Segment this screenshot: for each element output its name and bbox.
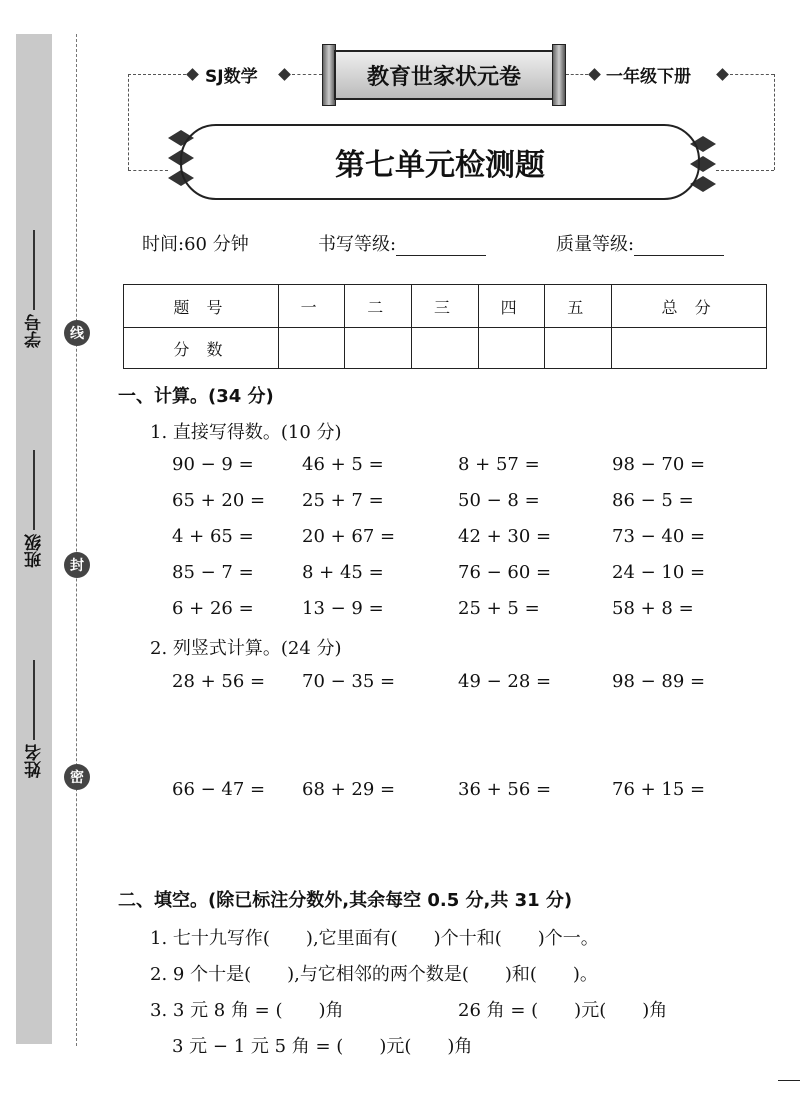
arithmetic-problem: 65 + 20 =: [172, 490, 266, 511]
part2-title: 2. 列竖式计算。(24 分): [150, 638, 342, 659]
grade-tag: 一年级下册: [606, 67, 691, 87]
cut-line: [76, 34, 77, 1046]
arithmetic-problem: 98 − 70 =: [612, 454, 706, 475]
writing-grade-label: 书写等级:: [318, 234, 397, 255]
arithmetic-problem: 98 − 89 =: [612, 671, 706, 692]
arithmetic-problem: 13 − 9 =: [302, 598, 384, 619]
arithmetic-problem: 42 + 30 =: [458, 526, 552, 547]
name-field[interactable]: [18, 660, 50, 778]
arithmetic-problem: 49 − 28 =: [458, 671, 552, 692]
page-title: 第七单元检测题: [180, 124, 700, 200]
seal-seal: 封: [64, 552, 90, 578]
score-cell[interactable]: [612, 328, 767, 369]
arithmetic-problem: 46 + 5 =: [302, 454, 384, 475]
seal-secret: 密: [64, 764, 90, 790]
arithmetic-problem: 25 + 5 =: [458, 598, 540, 619]
student-id-label: 学号: [24, 314, 45, 348]
arithmetic-problem: 28 + 56 =: [172, 671, 266, 692]
header-cell: 总 分: [612, 285, 767, 328]
student-id-underline: [33, 230, 35, 310]
header-dash-left-vert: [128, 74, 129, 170]
question-1: 1. 七十九写作( ),它里面有( )个十和( )个一。: [150, 928, 599, 949]
banner-scroll: [322, 44, 566, 106]
score-table: [123, 284, 767, 369]
arithmetic-problem: 66 − 47 =: [172, 779, 266, 800]
header-cell: 四: [478, 285, 545, 328]
score-cell[interactable]: [278, 328, 345, 369]
arithmetic-problem: 20 + 67 =: [302, 526, 396, 547]
page-edge-mark: [778, 1080, 800, 1081]
arithmetic-problem: 90 − 9 =: [172, 454, 254, 475]
header-dash-left: [128, 74, 186, 75]
class-label: 班级: [24, 534, 45, 568]
arithmetic-problem: 76 − 60 =: [458, 562, 552, 583]
question-2: 2. 9 个十是( ),与它相邻的两个数是( )和( )。: [150, 964, 598, 985]
diamond-icon: [186, 68, 199, 81]
class-underline: [33, 450, 35, 530]
header-cell: 题 号: [124, 285, 279, 328]
header-cell: 二: [345, 285, 412, 328]
arithmetic-problem: 73 − 40 =: [612, 526, 706, 547]
arithmetic-problem: 36 + 56 =: [458, 779, 552, 800]
quality-grade-blank[interactable]: [634, 233, 724, 256]
question-3c: 3 元 − 1 元 5 角 = ( )元( )角: [172, 1036, 473, 1057]
score-row-label: 分 数: [124, 328, 279, 369]
banner-title: 教育世家状元卷: [334, 50, 554, 100]
score-cell[interactable]: [545, 328, 612, 369]
arithmetic-problem: 70 − 35 =: [302, 671, 396, 692]
header-dash-left-bottom: [128, 170, 168, 171]
part1-title: 1. 直接写得数。(10 分): [150, 422, 342, 443]
diamond-icon: [588, 68, 601, 81]
subject-tag: SJ数学: [205, 67, 258, 87]
quality-grade-label: 质量等级:: [556, 234, 635, 255]
writing-grade-blank[interactable]: [396, 233, 486, 256]
section1-title: 一、计算。(34 分): [118, 386, 274, 407]
arithmetic-problem: 58 + 8 =: [612, 598, 694, 619]
scroll-rod-right: [552, 44, 566, 106]
header-cell: 三: [412, 285, 479, 328]
section2-title: 二、填空。(除已标注分数外,其余每空 0.5 分,共 31 分): [118, 890, 573, 911]
arithmetic-problem: 50 − 8 =: [458, 490, 540, 511]
question-3b: 26 角 = ( )元( )角: [458, 1000, 668, 1021]
header-dash-right: [730, 74, 774, 75]
name-label: 姓名: [24, 744, 45, 778]
diamond-icon: [716, 68, 729, 81]
arithmetic-problem: 8 + 45 =: [302, 562, 384, 583]
score-table-header: [124, 285, 767, 328]
arithmetic-problem: 68 + 29 =: [302, 779, 396, 800]
question-3a: 3. 3 元 8 角 = ( )角: [150, 1000, 344, 1021]
arithmetic-problem: 86 − 5 =: [612, 490, 694, 511]
arithmetic-problem: 8 + 57 =: [458, 454, 540, 475]
quality-grade: [556, 230, 724, 256]
writing-grade: [318, 230, 486, 256]
score-cell[interactable]: [412, 328, 479, 369]
arithmetic-problem: 6 + 26 =: [172, 598, 254, 619]
seal-line: 线: [64, 320, 90, 346]
score-row: [124, 328, 767, 369]
header-dash: [292, 74, 322, 75]
arithmetic-problem: 85 − 7 =: [172, 562, 254, 583]
header-cell: 五: [545, 285, 612, 328]
header-cell: 一: [278, 285, 345, 328]
arithmetic-problem: 25 + 7 =: [302, 490, 384, 511]
student-id-field[interactable]: [18, 230, 50, 348]
name-underline: [33, 660, 35, 740]
score-cell[interactable]: [478, 328, 545, 369]
arithmetic-problem: 24 − 10 =: [612, 562, 706, 583]
header-dash-right-bottom: [716, 170, 774, 171]
score-cell[interactable]: [345, 328, 412, 369]
arithmetic-problem: 76 + 15 =: [612, 779, 706, 800]
class-field[interactable]: [18, 450, 50, 568]
time-limit: 时间:60 分钟: [142, 234, 249, 255]
header-dash: [566, 74, 588, 75]
header-dash-right-vert: [774, 74, 775, 170]
arithmetic-problem: 4 + 65 =: [172, 526, 254, 547]
diamond-icon: [278, 68, 291, 81]
